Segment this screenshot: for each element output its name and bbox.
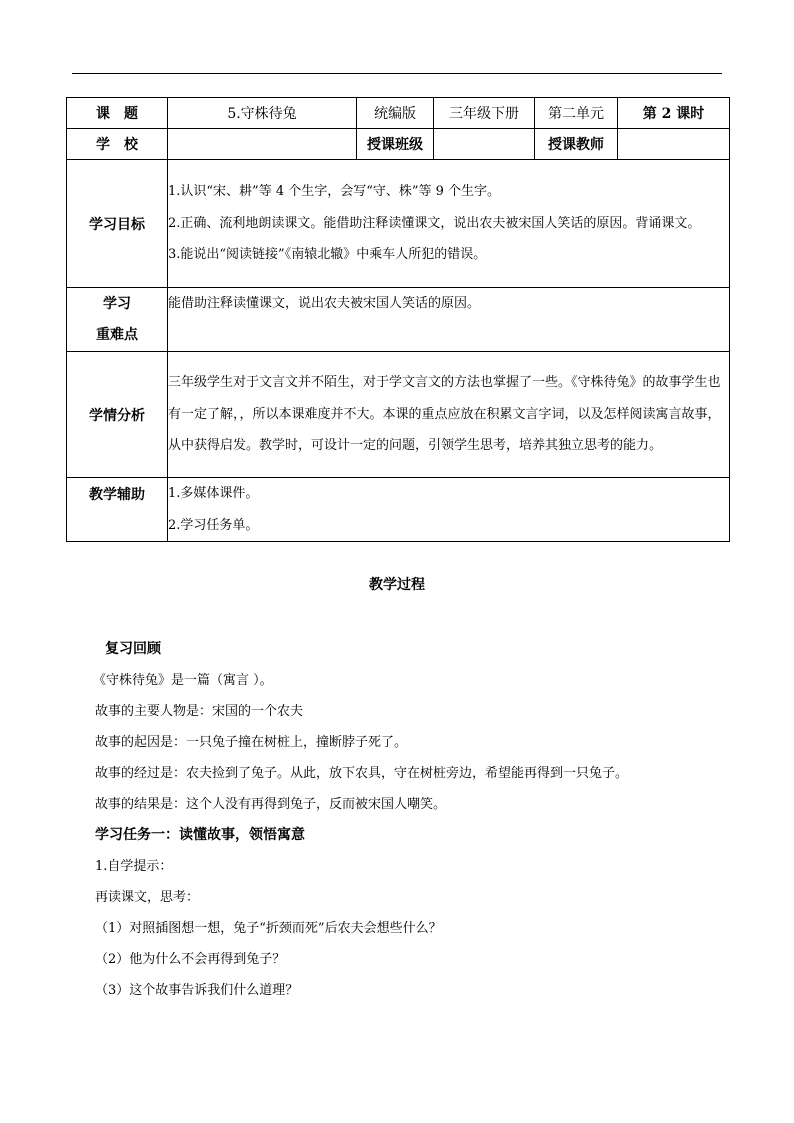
aids-label: 教学辅助: [67, 478, 168, 542]
review-line: 故事的主要人物是：宋国的一个农夫: [95, 704, 304, 719]
grade: 三年级下册: [434, 98, 535, 129]
lesson-info-table: [66, 97, 730, 542]
review-heading: 复习回顾: [105, 641, 161, 657]
process-heading: 教学过程: [369, 577, 425, 593]
edition: 统编版: [357, 98, 434, 129]
key-points-content: [168, 288, 730, 352]
task1-line: （2）他为什么不会再得到兔子？: [95, 952, 286, 967]
aid-item: 1.多媒体课件。: [168, 486, 259, 501]
task1-line: （1）对照插图想一想，兔子“折颈而死”后农夫会想些什么？: [95, 921, 442, 936]
objective-item: 1.认识“宋、耕”等 4 个生字，会写“守、株”等 9 个生字。: [168, 184, 501, 200]
class-label: 授课班级: [357, 129, 434, 160]
teacher-value: [618, 129, 730, 160]
unit: 第二单元: [535, 98, 618, 129]
task1-line: 再读课文，思考：: [95, 890, 200, 905]
school-label: 学 校: [67, 129, 168, 160]
analysis-text: 三年级学生对于文言文并不陌生，对于学文言文的方法也掌握了一些。《守株待兔》的故事学生也有一定了解，，所以本课难度并不大。本课的重点应放在积累文言字词，以及怎样阅读寓言故事，从中获得启发。教学时，可设计一定的问题，引领学生思考，培养其独立思考的能力。: [168, 375, 721, 454]
school-row: [67, 129, 730, 160]
teacher-label: 授课教师: [535, 129, 618, 160]
task1-line: 1.自学提示：: [95, 859, 173, 874]
header-row: [67, 98, 730, 129]
objectives-label: 学习目标: [67, 160, 168, 288]
task1-heading: 学习任务一：读懂故事，领悟寓意: [95, 827, 305, 843]
objective-item: 2.正确、流利地朗读课文。能借助注释读懂课文，说出农夫被宋国人笑话的原因。背诵课文。: [168, 215, 701, 231]
key-points-text: 能借助注释读懂课文，说出农夫被宋国人笑话的原因。: [168, 296, 481, 311]
objective-item: 3.能说出“阅读链接”《南辕北辙》中乘车人所犯的错误。: [168, 247, 487, 263]
aids-content: [168, 478, 730, 542]
analysis-label: 学情分析: [67, 352, 168, 478]
lesson-title: 5.守株待兔: [168, 98, 357, 129]
process-body: [95, 634, 735, 1006]
objectives-row: [67, 160, 730, 288]
lesson-period: 第 2 课时: [618, 98, 730, 129]
header-rule: [72, 73, 722, 74]
review-line: 《守株待兔》是一篇（寓言 ）。: [93, 673, 273, 688]
review-line: 故事的起因是：一只兔子撞在树桩上，撞断脖子死了。: [95, 735, 408, 750]
aids-row: [67, 478, 730, 542]
analysis-content: [168, 352, 730, 478]
objectives-content: [168, 160, 730, 288]
analysis-row: [67, 352, 730, 478]
key-points-label-line2: 重难点: [96, 326, 138, 343]
review-line: 故事的结果是：这个人没有再得到兔子，反而被宋国人嘲笑。: [95, 797, 447, 812]
key-points-label: [67, 288, 168, 352]
aid-item: 2.学习任务单。: [168, 517, 259, 533]
review-line: 故事的经过是：农夫捡到了兔子。从此，放下农具，守在树桩旁边，希望能再得到一只兔子。: [95, 766, 629, 781]
class-value: [434, 129, 535, 160]
key-points-row: [67, 288, 730, 352]
school-value: [168, 129, 357, 160]
key-points-label-line1: 学习: [103, 295, 131, 312]
topic-label: 课 题: [67, 98, 168, 129]
task1-line: （3）这个故事告诉我们什么道理？: [95, 983, 299, 998]
